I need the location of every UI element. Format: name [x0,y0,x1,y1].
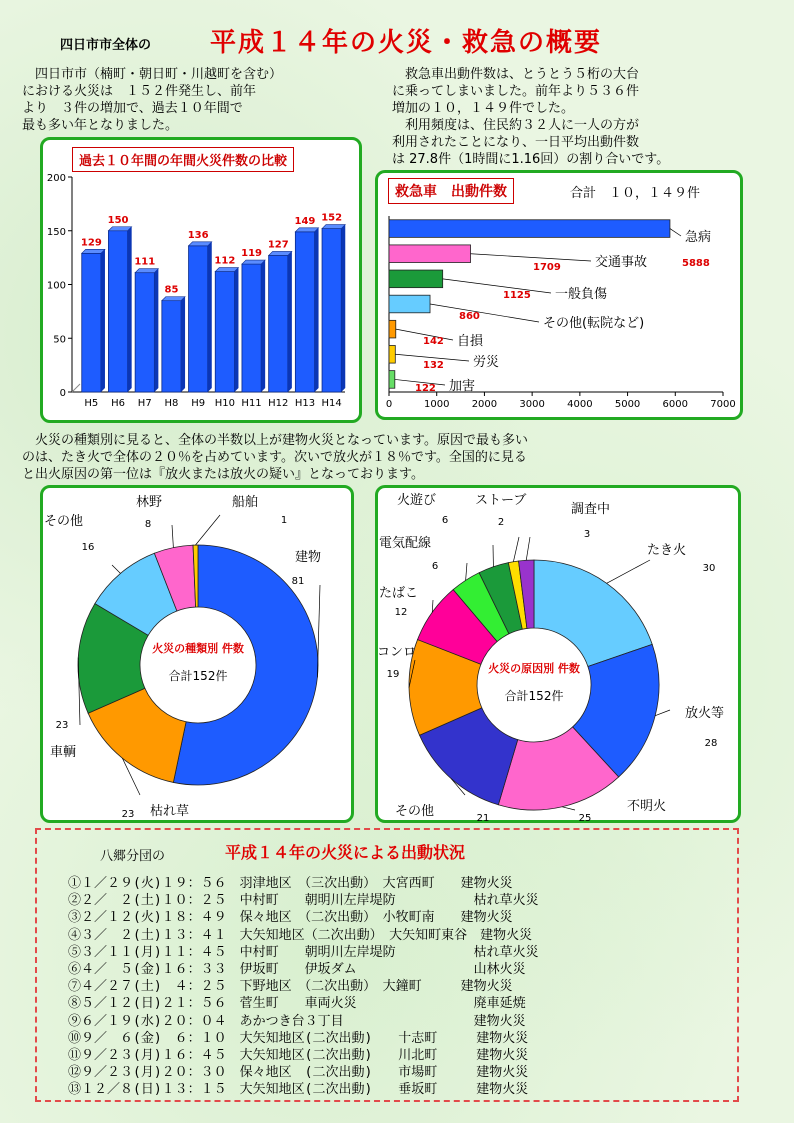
bar-side [181,297,185,392]
dispatch-list [68,875,539,1099]
slice-value-label: 1 [280,515,288,526]
leader-line [432,600,433,612]
hbar [389,220,670,238]
hbar-value-label: 122 [415,383,436,394]
bar-top [269,251,292,255]
slice-label: 調査中 [571,502,611,517]
slice-value-label: 6 [431,561,439,572]
bar-side [208,242,212,392]
x-tick-label: 7000 [710,399,736,410]
slice-label: 林野 [136,495,163,510]
page-title: 平成１４年の火災・救急の概要 [210,28,603,58]
slice-label: その他 [395,804,435,819]
slice-value-label: 21 [476,813,490,823]
hbar-value-label: 1709 [533,262,561,273]
bar [269,255,288,392]
fire-type-donut-chart [40,485,354,823]
hbar [389,371,395,389]
slice-label: 放火等 [685,706,725,721]
bar-value-label: 149 [294,215,316,227]
leader-line [466,563,467,580]
dispatch-list-item: ⑦４／２７(土) ４：２５ 下野地区 （二次出動） 大鐘町 建物火災 [68,979,513,995]
leader-line [513,537,519,562]
dispatch-list-item: ⑨６／１９(水)２０：０４ あかつき台３丁目 建物火災 [68,1013,526,1029]
bar-top [162,297,185,301]
x-tick-label: 4000 [567,399,593,410]
x-tick-label: H10 [214,398,235,409]
hbar-category-label: 交通事故 [595,255,648,270]
slice-value-label: 12 [394,607,408,618]
bar-value-label: 119 [241,248,262,260]
slice-label: 不明火 [627,799,667,814]
slice-value-label: 8 [144,519,152,530]
y-tick-label: 150 [46,226,66,238]
leader-line [112,565,120,573]
bar [82,253,101,392]
bar-top [108,227,131,231]
bar-value-label: 85 [164,284,179,296]
x-tick-label: H7 [137,398,152,409]
hbar [389,270,443,288]
x-tick-label: 3000 [519,399,545,410]
donut-center-total: 合計152件 [168,669,228,683]
leader-line [430,304,539,322]
slice-label: たき火 [647,543,687,558]
bar-side [234,268,238,392]
slice-label: 枯れ草 [150,804,190,819]
x-tick-label: 1000 [423,399,450,410]
hbar-category-label: 加害 [449,379,476,394]
dispatch-list-item: ①１／２９(火)１９：５６ 羽津地区 （三次出動） 大宮西町 建物火災 [68,876,513,891]
y-tick-label: 100 [46,280,66,292]
leader-line [607,560,650,583]
dispatch-title: 平成１４年の火災による出動状況 [225,843,466,862]
slice-label: 電気配線 [379,536,432,551]
bar [322,229,341,392]
ambulance-bar-chart [375,170,740,420]
slice-label: 建物 [295,550,322,565]
leader-line [670,229,681,236]
bar-value-label: 127 [267,239,289,251]
fire-analysis-text: 火災の種類別に見ると、全体の半数以上が建物火災となっています。原因で最も多い のは、たき火で全体の２０％を占めています。次いで放火が１８％です。全国的に見る と出火原因の第一位は『放火または放火の疑い』となっております。 [22,433,528,482]
bar-top [295,228,318,232]
slice-value-label: 81 [291,576,305,587]
intro-ambulance-text: 救急車出動件数は、とうとう５桁の大台 に乗ってしまいました。前年より５３６件 増加の１０，１４９件でした。 利用頻度は、住民約３２人に一人の方が 利用されたことになり、一日平均出動件数 は 27.8件（1時間に1.16回）の割り合いです。 [392,67,670,167]
leader-line [172,525,173,548]
slice-value-label: 23 [121,809,135,820]
x-tick-label: H8 [164,398,179,409]
y-tick-label: 0 [59,388,66,399]
x-tick-label: 0 [385,399,393,410]
dispatch-list-item: ⑬１２／８(日)１３：１５ 大矢知地区(二次出動) 垂坂町 建物火災 [68,1082,529,1098]
donut-center-total: 合計152件 [504,689,564,703]
leader-line [562,807,575,810]
bar-side [288,251,292,392]
bar [108,231,127,392]
slice-label: 火遊び [397,493,437,508]
dispatch-list-item: ⑫９／２３(月)２０：３０ 保々地区 (二次出動) 市場町 建物火災 [68,1065,529,1081]
bar [189,246,208,392]
bar-side [128,227,132,392]
leader-line [196,515,220,545]
hbar-category-label: 急病 [685,230,712,245]
slice-value-label: 16 [81,542,95,553]
bar-top [189,242,212,246]
x-tick-label: H12 [268,398,289,409]
x-tick-label: 5000 [614,399,641,410]
bar-side [101,249,105,392]
donut-center-title: 火災の種類別 件数 [152,642,244,655]
hbar-category-label: 自損 [457,334,484,349]
slice-label: 車輌 [50,745,77,760]
fire-chart-title: 過去１０年間の年間火災件数の比較 [72,147,294,172]
hbar-value-label: 132 [423,360,444,371]
bar-side [154,269,158,392]
x-tick-label: H13 [294,398,316,409]
slice-label: たばこ [379,586,419,601]
leader-line [655,710,670,716]
dispatch-list-item: ②２／ ２(土)１０：２５ 中村町 朝明川左岸堤防 枯れ草火災 [68,893,539,909]
slice-label: 船舶 [232,495,259,510]
leader-line [443,279,551,293]
axis-depth [72,384,80,392]
slice-label: コンロ [377,645,417,660]
slice-value-label: 2 [497,517,505,528]
x-tick-label: H14 [321,398,342,409]
dispatch-list-item: ⑪９／２３(月)１６：４５ 大矢知地区(二次出動) 川北町 建物火災 [68,1048,529,1064]
hbar-value-label: 860 [459,311,480,322]
y-tick-label: 50 [53,334,66,346]
dispatch-list-item: ⑥４／ ５(金)１６：３３ 伊坂町 伊坂ダム 山林火災 [68,962,526,978]
bar-top [135,269,158,273]
fire-count-bar-chart [40,137,356,420]
slice-value-label: 23 [55,720,69,731]
hbar [389,345,395,363]
bar-side [341,225,345,392]
leader-line [471,254,591,261]
bar-value-label: 136 [187,229,209,241]
fire-cause-donut-chart [375,485,741,823]
x-tick-label: H6 [111,398,125,409]
bar-value-label: 129 [80,237,102,249]
x-tick-label: H9 [191,398,206,409]
slice-label: その他 [44,514,84,529]
ambulance-chart-title: 救急車 出動件数 [388,178,514,204]
dispatch-list-item: ⑤３／１１(月)１１：４５ 中村町 朝明川左岸堤防 枯れ草火災 [68,944,539,960]
bar [242,264,261,392]
bar-top [215,268,238,272]
slice-value-label: 19 [386,669,400,680]
bar-side [261,260,265,392]
slice-value-label: 28 [704,738,718,749]
hbar [389,295,430,313]
hbar [389,245,471,263]
ambulance-total: 合計 １０，１４９件 [570,186,701,201]
hbar [389,320,396,338]
bar-value-label: 111 [134,256,156,268]
hbar-value-label: 142 [423,336,444,347]
dispatch-prefix: 八郷分団の [100,849,166,864]
header-subtitle: 四日市市全体の [60,38,152,53]
donut-center-title: 火災の原因別 件数 [488,662,580,675]
x-tick-label: H5 [84,398,99,409]
slice-value-label: 30 [702,563,716,574]
bar-value-label: 112 [214,255,236,267]
slice-value-label: 3 [583,529,591,540]
leader-line [526,537,530,560]
bar-top [242,260,265,264]
bar [215,272,234,392]
y-tick-label: 200 [46,173,66,184]
hbar-category-label: その他(転院など) [543,316,645,331]
x-tick-label: 6000 [662,399,689,410]
bar [295,232,314,392]
slice-label: ストーブ [475,493,527,508]
hbar-category-label: 労災 [473,355,500,370]
bar [162,301,181,392]
x-tick-label: H11 [241,398,262,409]
bar-top [82,249,105,253]
slice-value-label: 25 [578,813,592,823]
slice-value-label: 6 [441,515,449,526]
dispatch-list-item: ⑧５／１２(日)２１：５６ 菅生町 車両火災 廃車延焼 [68,996,526,1012]
hbar-value-label: 5888 [682,258,710,269]
leader-line [317,585,320,677]
x-tick-label: 2000 [471,399,498,410]
hbar-category-label: 一般負傷 [555,287,608,302]
hbar-value-label: 1125 [503,290,531,301]
dispatch-list-item: ⑩９／ ６(金) ６：１０ 大矢知地区(二次出動) 十志町 建物火災 [68,1030,529,1046]
bar-side [315,228,319,392]
bar-value-label: 150 [107,214,129,226]
dispatch-list-item: ③２／１２(火)１８：４９ 保々地区 （二次出動） 小牧町南 建物火災 [68,910,513,926]
bar-top [322,225,345,229]
bar-value-label: 152 [321,212,343,224]
intro-fire-text: 四日市市（楠町・朝日町・川越町を含む） における火災は １５２件発生し、前年 より ３件の増加で、過去１０年間で 最も多い年となりました。 [22,67,283,133]
bar [135,273,154,392]
dispatch-list-item: ④３／ ２(土)１３：４１ 大矢知地区（二次出動） 大矢知町東谷 建物火災 [68,927,533,943]
